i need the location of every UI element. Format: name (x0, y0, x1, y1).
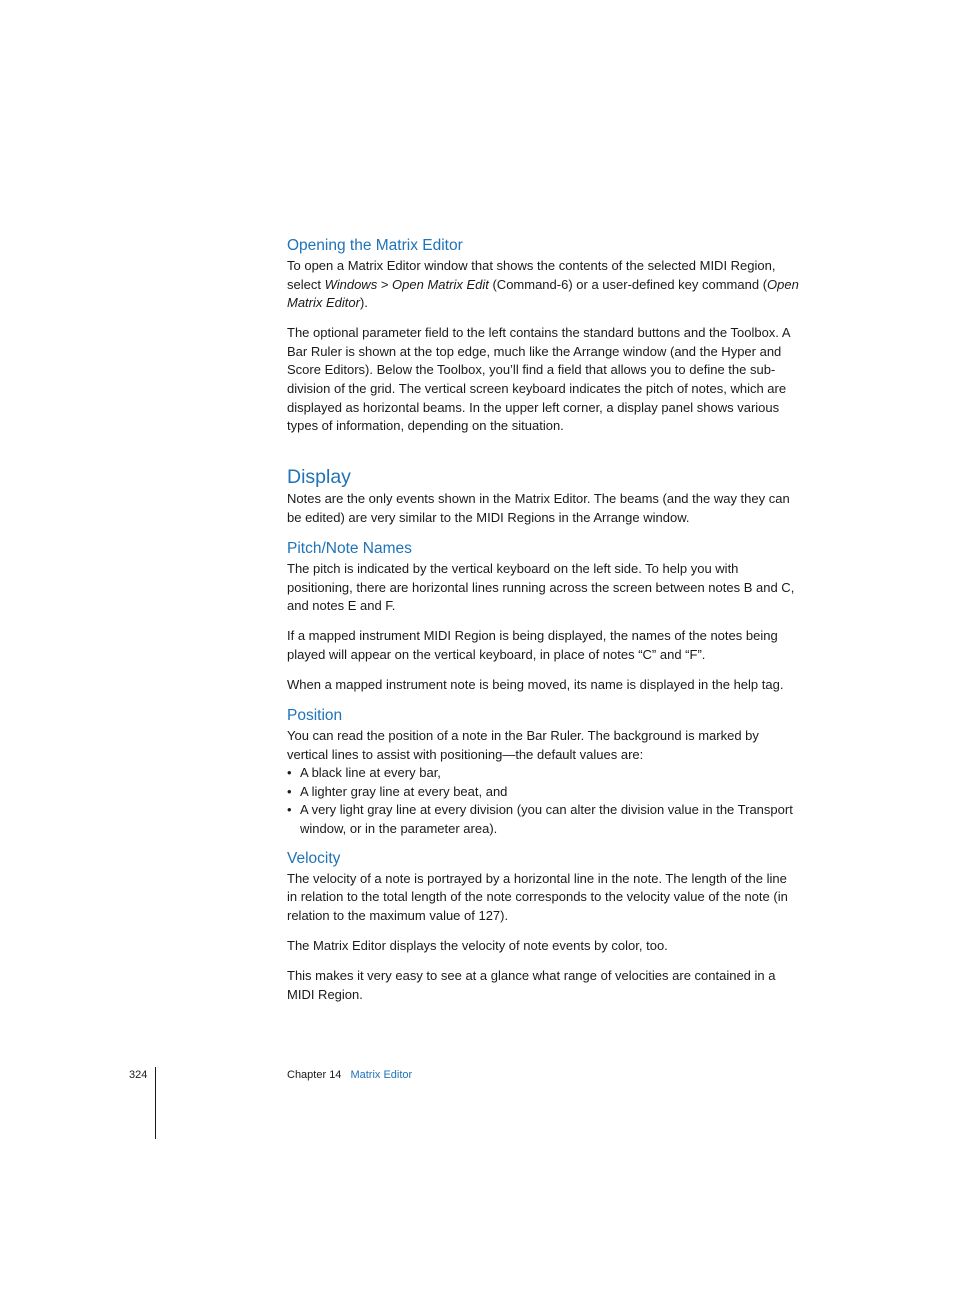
page-content (287, 236, 799, 1016)
paragraph-velocity-2: The Matrix Editor displays the velocity of note events by color, too. (287, 937, 668, 953)
bullet-icon: • (287, 783, 292, 799)
footer-chapter (287, 1069, 412, 1081)
bullet-icon: • (287, 802, 292, 818)
list-item: • A very light gray line at every division (you can alter the division value in the Transport window, or in the parameter area). (287, 802, 793, 837)
heading-opening-matrix-editor: Opening the Matrix Editor (287, 237, 463, 254)
paragraph-pitch-3: When a mapped instrument note is being moved, its name is displayed in the help tag. (287, 677, 784, 692)
paragraph-display: Notes are the only events shown in the Matrix Editor. The beams (and the way they can be edited) are very similar to the MIDI Regions in the Arrange window. (287, 491, 790, 525)
list-item: • A black line at every bar, (287, 764, 799, 783)
heading-velocity: Velocity (287, 849, 341, 867)
chapter-title: Matrix Editor (350, 1069, 413, 1081)
heading-position: Position (287, 707, 343, 725)
paragraph-velocity-1: The velocity of a note is portrayed by a horizontal line in the note. The length of the line in relation to the total length of the note corresponds to the velocity value of the note (in relation to the maximum value of 127). (287, 870, 788, 923)
footer-divider (155, 1067, 156, 1139)
paragraph-pitch-2: If a mapped instrument MIDI Region is being displayed, the names of the notes being played will appear on the vertical keyboard, in place of notes “C” and “F”. (287, 628, 778, 662)
list-item: • A lighter gray line at every beat, and (287, 783, 799, 802)
paragraph-velocity-3: This makes it very easy to see at a glance what range of velocities are contained in a MIDI Region. (287, 968, 776, 1002)
position-bullet-list (287, 764, 799, 838)
heading-pitch-note-names: Pitch/Note Names (287, 540, 412, 558)
paragraph-open-matrix-editor: To open a Matrix Editor window that shows the contents of the selected MIDI Region, select Windows > Open Matrix Edit (Command-6) or a user-defined key command (Open Matrix Editor). (287, 258, 799, 311)
paragraph-position: You can read the position of a note in the Bar Ruler. The background is marked by vertical lines to assist with positioning—the default values are: (287, 728, 759, 762)
page-number: 324 (129, 1069, 148, 1081)
heading-display: Display (287, 466, 351, 489)
bullet-icon: • (287, 765, 292, 781)
paragraph-parameter-field: The optional parameter field to the left contains the standard buttons and the Toolbox. A Bar Ruler is shown at the top edge, much like the Arrange window (and the Hyper and Score Editors). Below the Toolbox, you’ll find a field that allows you to define the sub-division of the grid. The vertical screen keyboard indicates the pitch of notes, which are displayed as horizontal beams. In the upper left corner, a display panel shows various types of information, depending on the situation. (287, 325, 790, 434)
chapter-label: Chapter 14 (287, 1069, 342, 1081)
paragraph-pitch-1: The pitch is indicated by the vertical keyboard on the left side. To help you with positioning, there are horizontal lines running across the screen between notes B and C, and notes E and F. (287, 561, 795, 614)
